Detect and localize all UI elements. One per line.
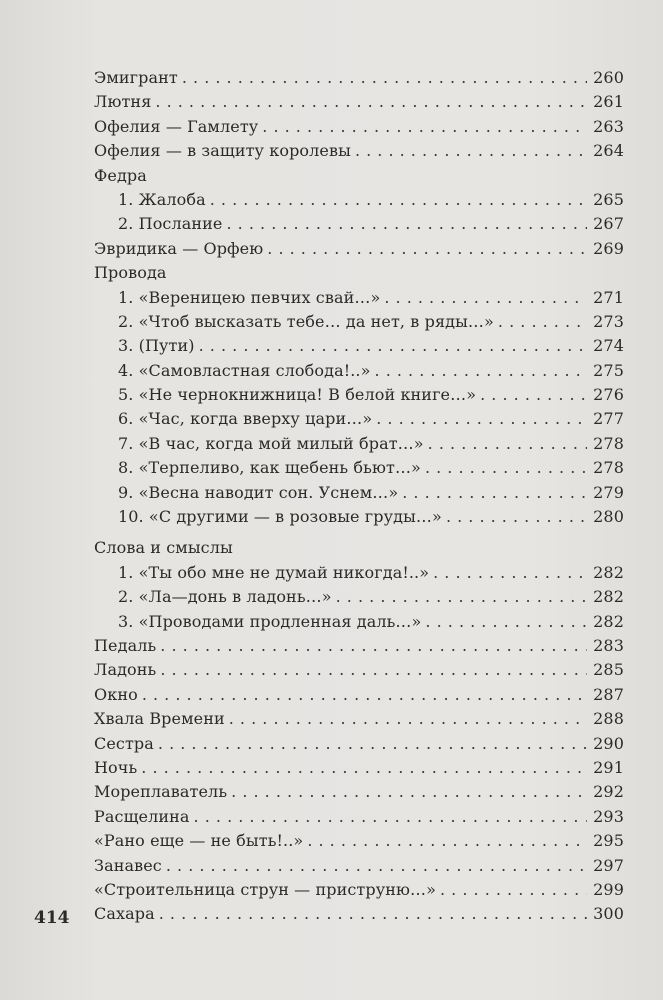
spacer (94, 529, 624, 536)
leader-dots (336, 585, 588, 605)
toc-group-heading (94, 536, 624, 560)
toc-entry (94, 902, 624, 926)
toc-entry-title: Хвала Времени (94, 709, 225, 729)
toc-entry-page: 278 (593, 433, 624, 453)
toc-entry-title: Расщелина (94, 806, 190, 826)
leader-dots (142, 683, 587, 703)
toc-group-title: Провода (94, 263, 167, 283)
toc-subentry (94, 334, 624, 358)
leader-dots (402, 481, 587, 501)
toc-subentry (94, 407, 624, 431)
toc-entry-page: 269 (593, 238, 624, 258)
leader-dots (384, 286, 587, 306)
toc-subentry (94, 286, 624, 310)
toc-entry-title: 3. «Проводами продленная даль…» (118, 611, 422, 631)
toc-entry-title: 4. «Самовластная слобода!..» (118, 360, 371, 380)
toc-subentry (94, 188, 624, 212)
toc-entry-page: 282 (593, 611, 624, 631)
toc-entry-page: 291 (593, 757, 624, 777)
toc-entry-page: 279 (593, 482, 624, 502)
toc-entry-page: 265 (593, 189, 624, 209)
table-of-contents (94, 66, 624, 927)
toc-subentry (94, 481, 624, 505)
leader-dots (141, 756, 587, 776)
toc-entry-page: 300 (593, 904, 624, 924)
toc-entry (94, 756, 624, 780)
toc-entry-title: 10. «С другими — в розовые груды…» (118, 507, 442, 527)
toc-entry-title: Ночь (94, 757, 138, 777)
toc-entry-page: 271 (593, 287, 624, 307)
toc-entry-page: 282 (593, 562, 624, 582)
toc-entry (94, 707, 624, 731)
leader-dots (210, 188, 587, 208)
toc-entry-title: Офелия — в защиту королевы (94, 141, 351, 161)
leader-dots (160, 634, 587, 654)
toc-entry-page: 288 (593, 709, 624, 729)
toc-entry-title: 1. Жалоба (118, 189, 206, 209)
leader-dots (425, 456, 587, 476)
toc-entry-title: Сахара (94, 904, 155, 924)
toc-entry-page: 273 (593, 311, 624, 331)
toc-group-title: Федра (94, 165, 147, 185)
toc-entry (94, 139, 624, 163)
leader-dots (159, 902, 587, 922)
leader-dots (231, 780, 587, 800)
toc-entry-title: 2. «Ла—донь в ладонь…» (118, 587, 332, 607)
toc-entry-page: 293 (593, 806, 624, 826)
toc-entry-page: 267 (593, 214, 624, 234)
toc-entry-title: Занавес (94, 855, 162, 875)
leader-dots (229, 707, 587, 727)
toc-entry-title: 9. «Весна наводит сон. Уснем…» (118, 482, 399, 502)
toc-entry (94, 829, 624, 853)
leader-dots (194, 805, 588, 825)
toc-entry (94, 115, 624, 139)
toc-entry-page: 260 (593, 68, 624, 87)
leader-dots (155, 90, 587, 110)
toc-entry-title: «Рано еще — не быть!..» (94, 831, 304, 851)
toc-entry-title: «Строительница струн — приструню…» (94, 879, 436, 899)
leader-dots (433, 561, 587, 581)
toc-subentry (94, 610, 624, 634)
toc-entry-title: Эвридика — Орфею (94, 238, 264, 258)
toc-entry-page: 297 (593, 855, 624, 875)
toc-entry-page: 264 (593, 141, 624, 161)
leader-dots (376, 407, 587, 427)
leader-dots (375, 359, 588, 379)
toc-entry-title: 6. «Час, когда вверху цари…» (118, 409, 373, 429)
toc-entry-page: 274 (593, 336, 624, 356)
leader-dots (227, 212, 588, 232)
toc-subentry (94, 585, 624, 609)
toc-entry (94, 237, 624, 261)
toc-entry-title: Окно (94, 684, 138, 704)
leader-dots (158, 732, 587, 752)
toc-entry-page: 299 (593, 879, 624, 899)
toc-entry-title: 1. «Ты обо мне не думай никогда!..» (118, 562, 430, 582)
toc-entry-page: 283 (593, 635, 624, 655)
toc-entry (94, 878, 624, 902)
toc-entry (94, 683, 624, 707)
toc-entry-page: 261 (593, 92, 624, 112)
toc-entry-title: Мореплаватель (94, 782, 228, 802)
toc-subentry (94, 456, 624, 480)
toc-subentry (94, 505, 624, 529)
toc-entry-page: 287 (593, 684, 624, 704)
toc-entry (94, 780, 624, 804)
leader-dots (355, 139, 587, 159)
toc-entry (94, 732, 624, 756)
toc-entry-title: 2. Послание (118, 214, 223, 234)
toc-subentry (94, 432, 624, 456)
toc-entry-page: 278 (593, 458, 624, 478)
toc-entry-title: Лютня (94, 92, 152, 112)
toc-subentry (94, 310, 624, 334)
leader-dots (480, 383, 587, 403)
toc-group-heading (94, 261, 624, 285)
toc-entry-title: 5. «Не чернокнижница! В белой книге…» (118, 385, 477, 405)
leader-dots (267, 237, 587, 257)
toc-entry (94, 634, 624, 658)
toc-entry-title: 7. «В час, когда мой милый брат…» (118, 433, 424, 453)
toc-entry-title: 3. (Пути) (118, 336, 195, 356)
toc-entry-title: Педаль (94, 635, 157, 655)
toc-entry-title: 8. «Терпеливо, как щебень бьют…» (118, 458, 421, 478)
toc-entry-title: 1. «Вереницею певчих свай…» (118, 287, 381, 307)
leader-dots (262, 115, 587, 135)
toc-entry-page: 282 (593, 587, 624, 607)
toc-entry-title: Эмигрант (94, 68, 178, 87)
page-number: 414 (34, 908, 70, 928)
toc-entry-title: Сестра (94, 733, 154, 753)
toc-entry-page: 277 (593, 409, 624, 429)
toc-subentry (94, 383, 624, 407)
toc-entry-page: 290 (593, 733, 624, 753)
toc-entry-page: 280 (593, 507, 624, 527)
leader-dots (182, 66, 587, 86)
leader-dots (498, 310, 587, 330)
toc-entry (94, 90, 624, 114)
toc-subentry (94, 561, 624, 585)
toc-entry-page: 276 (593, 385, 624, 405)
leader-dots (428, 432, 587, 452)
leader-dots (199, 334, 588, 354)
toc-entry-title: Офелия — Гамлету (94, 116, 259, 136)
toc-group-heading (94, 164, 624, 188)
toc-entry-page: 263 (593, 116, 624, 136)
leader-dots (307, 829, 587, 849)
toc-entry (94, 658, 624, 682)
toc-entry (94, 805, 624, 829)
toc-subentry (94, 359, 624, 383)
leader-dots (446, 505, 587, 525)
toc-group-title: Слова и смыслы (94, 538, 233, 558)
toc-entry-page: 295 (593, 831, 624, 851)
toc-subentry (94, 212, 624, 236)
toc-entry-page: 275 (593, 360, 624, 380)
leader-dots (160, 658, 587, 678)
leader-dots (166, 854, 587, 874)
toc-entry-title: 2. «Чтоб высказать тебе… да нет, в ряды…» (118, 311, 494, 331)
toc-entry-title: Ладонь (94, 660, 157, 680)
leader-dots (440, 878, 587, 898)
toc-entry-page: 292 (593, 782, 624, 802)
leader-dots (425, 610, 587, 630)
toc-entry (94, 66, 624, 90)
toc-entry (94, 854, 624, 878)
toc-entry-page: 285 (593, 660, 624, 680)
